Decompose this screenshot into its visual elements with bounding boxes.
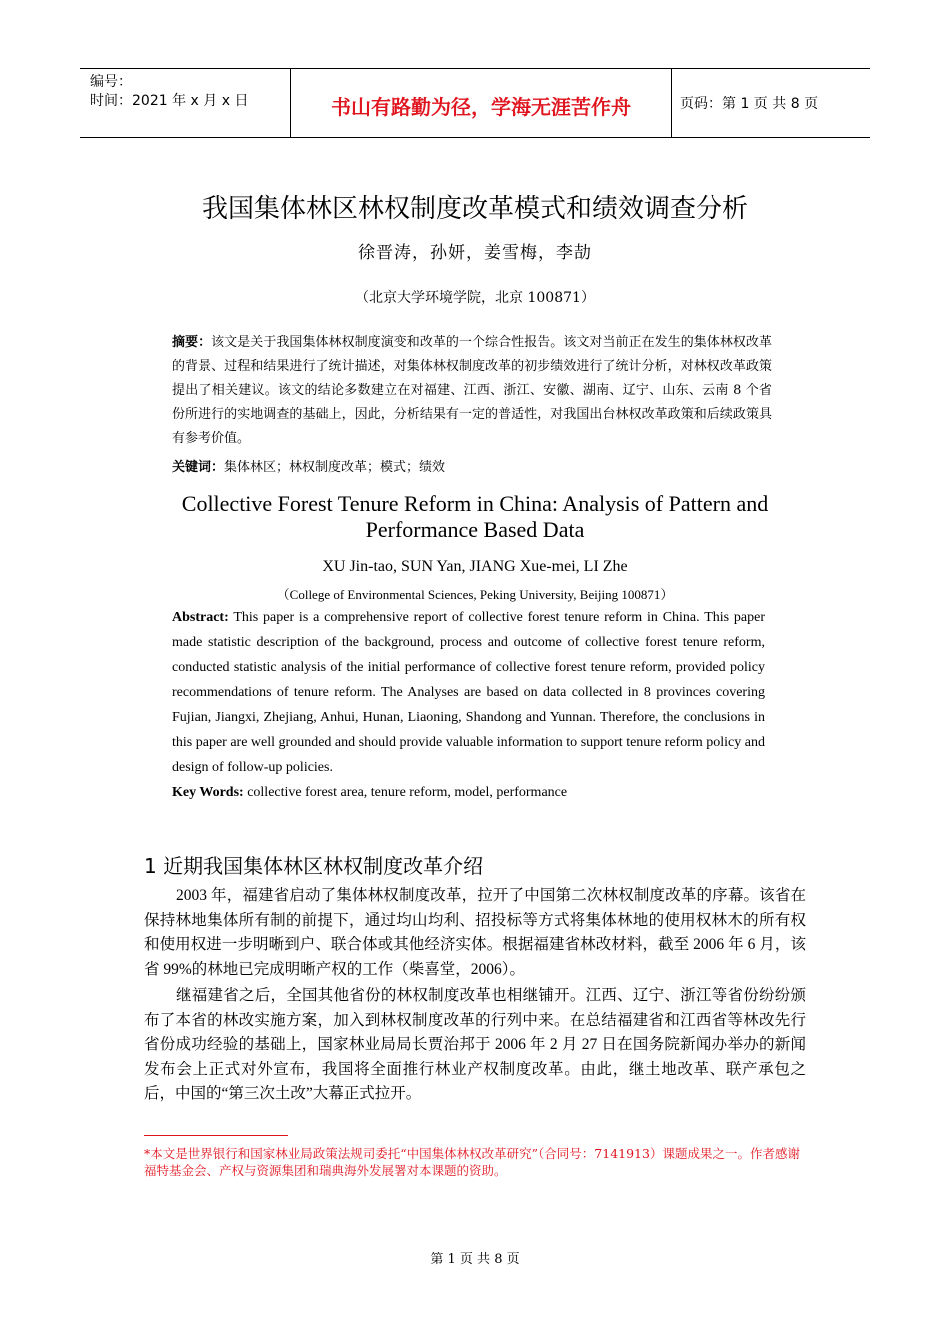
footnote-divider	[144, 1135, 288, 1136]
header-meta	[80, 69, 291, 137]
keywords-cn-text: 集体林区；林权制度改革；模式；绩效	[224, 460, 446, 475]
abstract-en	[172, 605, 765, 780]
page-footer: 第 1 页 共 8 页	[430, 1252, 520, 1267]
section-1-paragraph-2: 继福建省之后，全国其他省份的林权制度改革也相继铺开。江西、辽宁、浙江等省份纷纷颁布了本省的林改实施方案，加入到林权制度改革的行列中来。在总结福建省和江西省等林改先行省份成功经验的基础上，国家林业局局长贾治邦于 2006 年 2 月 27 日在国务院新闻办举办的新闻发布会上正式对外宣布，我国将全面推行林业产权制度改革。由此，继土地改革、联产承包之后，中国的“第三次土改”大幕正式拉开。	[144, 987, 806, 1102]
footnote: *本文是世界银行和国家林业局政策法规司委托“中国集体林权改革研究”（合同号：7141913）课题成果之一。作者感谢福特基金会、产权与资源集团和瑞典海外发展署对本课题的资助。	[144, 1146, 800, 1178]
affiliation-cn: （北京大学环境学院，北京 100871）	[355, 290, 595, 306]
keywords-en-text: collective forest area, tenure reform, model, performance	[247, 785, 568, 800]
document-header	[80, 68, 870, 138]
paper-title-en: Collective Forest Tenure Reform in China: Analysis of Pattern and Performance Based Data	[181, 491, 769, 542]
header-motto: 书山有路勤为径，学海无涯苦作舟	[291, 69, 672, 137]
affiliation-en: （College of Environmental Sciences, Peking University, Beijing 100871）	[276, 587, 674, 602]
authors-en: XU Jin-tao, SUN Yan, JIANG Xue-mei, LI Zhe	[322, 558, 628, 575]
abstract-cn-label: 摘要：	[172, 335, 212, 350]
abstract-en-text: This paper is a comprehensive report of collective forest tenure reform in China. This paper made statistic description of the background, process and outcome of collective forest tenure reform, conducted statistic analysis of the initial performance of collective forest tenure reform, provided policy recommendations of tenure reform. The Analyses are based on data collected in 8 provinces covering Fujian, Jiangxi, Zhejiang, Anhui, Hunan, Liaoning, Shandong and Yunnan. Therefore, the conclusions in this paper are well grounded and should provide valuable information to support tenure reform policy and design of follow-up policies.	[172, 610, 765, 775]
authors-cn: 徐晋涛，孙妍，姜雪梅，李劼	[358, 243, 592, 263]
section-1-paragraph-1: 2003 年，福建省启动了集体林权制度改革，拉开了中国第二次林权制度改革的序幕。该省在保持林地集体所有制的前提下，通过均山均利、招投标等方式将集体林地的使用权林木的所有权和使用权进一步明晰到户、联合体或其他经济实体。根据福建省林改材料，截至 2006 年 6 月，该省 99%的林地已完成明晰产权的工作（柴喜堂，2006）。	[144, 887, 806, 978]
keywords-en-label: Key Words:	[172, 785, 244, 800]
abstract-en-label: Abstract:	[172, 610, 229, 625]
header-time: 时间：2021 年 x 月 x 日	[90, 93, 249, 109]
header-number: 编号：	[90, 74, 132, 90]
keywords-cn	[172, 456, 445, 480]
section-1-heading: 1 近期我国集体林区林权制度改革介绍	[144, 854, 484, 878]
paper-title-cn: 我国集体林区林权制度改革模式和绩效调查分析	[201, 194, 748, 224]
keywords-cn-label: 关键词：	[172, 460, 225, 475]
keywords-en	[172, 780, 567, 805]
header-page-info: 页码：第 1 页 共 8 页	[680, 96, 819, 112]
abstract-cn	[172, 331, 772, 451]
abstract-cn-text: 该文是关于我国集体林权制度演变和改革的一个综合性报告。该文对当前正在发生的集体林权改革的背景、过程和结果进行了统计描述，对集体林权制度改革的初步绩效进行了统计分析，对林权改革政策提出了相关建议。该文的结论多数建立在对福建、江西、浙江、安徽、湖南、辽宁、山东、云南 8 个省份所进行的实地调查的基础上，因此，分析结果有一定的普适性，对我国出台林权改革政策和后续政策具有参考价值。	[172, 335, 772, 446]
